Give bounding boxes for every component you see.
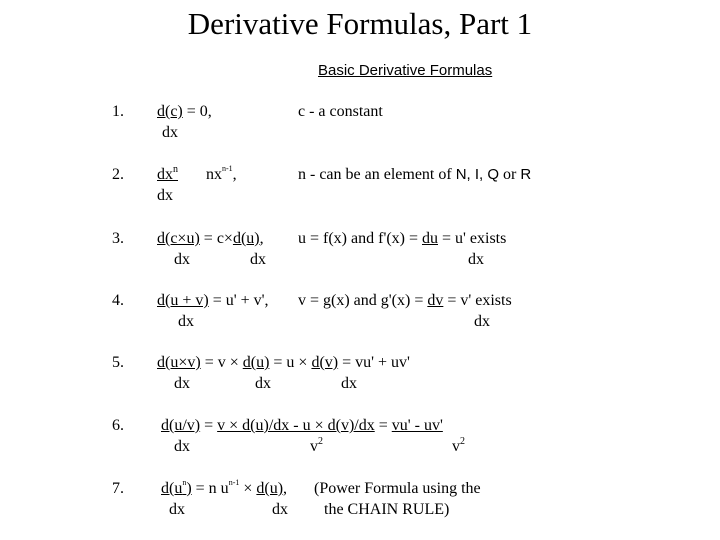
fraction-numerator: d(c) xyxy=(157,103,183,120)
formula-number: 4. xyxy=(112,292,124,309)
formula-note: c - a constant xyxy=(298,103,383,120)
fraction-denominator: dx xyxy=(341,375,357,392)
fraction-numerator: vu' - uv' xyxy=(391,417,443,434)
formula-note: (Power Formula using the xyxy=(314,480,481,497)
real-numbers: R xyxy=(520,166,532,183)
fraction-denominator: dx xyxy=(169,501,185,518)
fraction-denominator: dx xyxy=(162,124,178,141)
fraction-denominator: dx xyxy=(468,251,484,268)
fraction-numerator: d(u + v) xyxy=(157,292,209,309)
formula-note: v = g(x) and g'(x) = dv = v' exists xyxy=(298,292,512,309)
formula-lhs: d(u + v) = u' + v', xyxy=(157,292,269,309)
fraction-numerator: d(v) xyxy=(311,354,339,371)
formula-lhs xyxy=(157,103,212,121)
formula-note: the CHAIN RULE) xyxy=(324,501,450,518)
fraction-denominator: dx xyxy=(174,375,190,392)
formula-rhs: $nx^{n-1}$, xyxy=(206,164,237,183)
formula-body: d(u/v) = v × d(u)/dx - u × d(v)/dx = vu' - uv' xyxy=(161,417,443,434)
formula-rhs: = 0, xyxy=(182,103,212,120)
number-sets: N, I, Q xyxy=(455,166,500,183)
fraction-denominator: dx xyxy=(250,251,266,268)
fraction-denominator: dx xyxy=(255,375,271,392)
fraction-numerator: d(u) xyxy=(242,354,270,371)
fraction-numerator: $dx^n$ xyxy=(157,164,178,183)
fraction-numerator: $d(u^n)$ xyxy=(161,478,192,497)
formula-note: n - can be an element of N, I, Q or R xyxy=(298,166,532,183)
fraction-denominator: dx xyxy=(157,187,173,204)
fraction-denominator: dx xyxy=(178,313,194,330)
fraction-denominator: dx xyxy=(174,251,190,268)
fraction-numerator: d(c×u) xyxy=(157,230,200,247)
fraction-numerator: d(u/v) xyxy=(161,417,201,434)
fraction-denominator: dx xyxy=(474,313,490,330)
fraction-denominator: dx xyxy=(272,501,288,518)
formula-number: 2. xyxy=(112,166,124,183)
fraction-numerator: v × d(u)/dx - u × d(v)/dx xyxy=(217,417,375,434)
formula-lhs: d(c×u) = c×d(u), xyxy=(157,230,264,247)
formula-number: 5. xyxy=(112,354,124,371)
formula-number: 6. xyxy=(112,417,124,434)
fraction-numerator: d(u) xyxy=(256,480,284,497)
fraction-denominator: $v^2$ xyxy=(310,436,323,455)
formula-body: $d(u^n) = n$ $u^{n-1} \times d(u)$, xyxy=(161,478,288,497)
formula-note: u = f(x) and f'(x) = du = u' exists xyxy=(298,230,507,247)
fraction-denominator: dx xyxy=(174,438,190,455)
formula-number: 3. xyxy=(112,230,124,247)
fraction-denominator: $v^2$ xyxy=(452,436,465,455)
fraction-numerator: d(u) xyxy=(232,230,260,247)
subtitle: Basic Derivative Formulas xyxy=(318,62,493,79)
formula-number: 1. xyxy=(112,103,124,120)
page-title: Derivative Formulas, Part 1 xyxy=(187,6,533,41)
formula-body: d(u×v) = v × d(u) = u × d(v) = vu' + uv' xyxy=(157,354,410,371)
formula-number: 7. xyxy=(112,480,124,497)
fraction-numerator: d(u×v) xyxy=(157,354,201,371)
